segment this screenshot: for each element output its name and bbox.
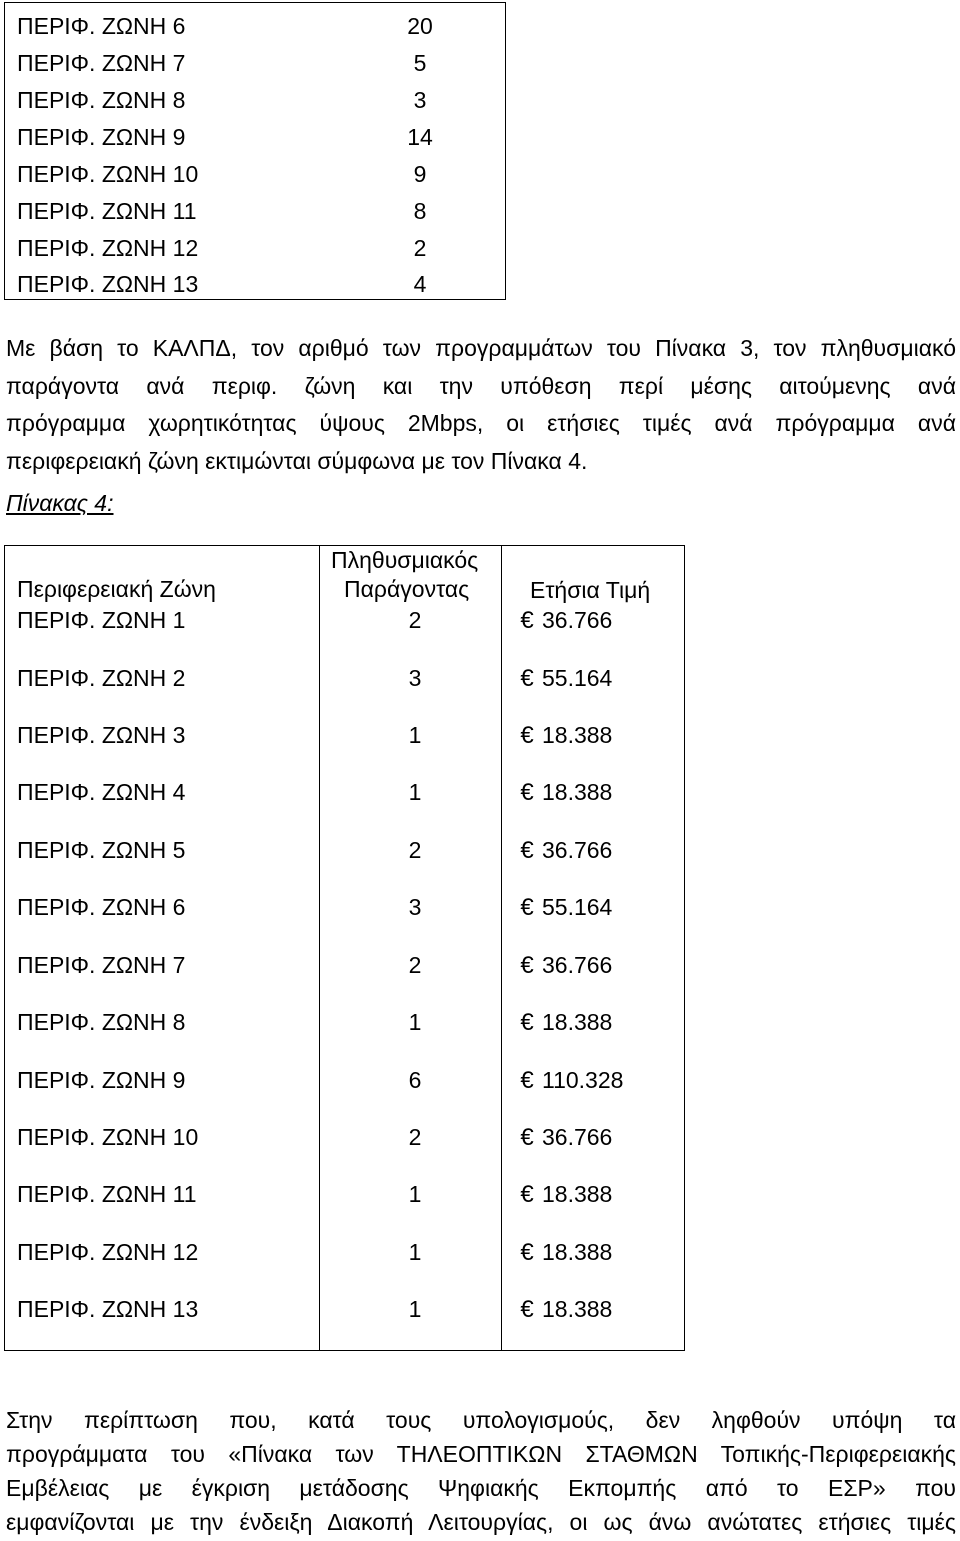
population-factor: 1 [408, 722, 422, 748]
annual-price: 55.164 [542, 665, 613, 691]
population-factor: 2 [408, 607, 422, 633]
zone-program-count-table [4, 2, 506, 300]
program-count: 2 [413, 235, 427, 261]
zone-label: ΠΕΡΙΦ. ΖΩΝΗ 11 [17, 198, 197, 224]
euro-icon: € [520, 722, 534, 749]
table-row [5, 159, 505, 189]
table-row [5, 48, 505, 78]
annual-price: 36.766 [542, 952, 613, 978]
population-factor: 1 [408, 779, 422, 805]
zone-label: ΠΕΡΙΦ. ΖΩΝΗ 4 [17, 779, 186, 805]
zone-label: ΠΕΡΙΦ. ΖΩΝΗ 8 [17, 87, 186, 113]
zone-label: ΠΕΡΙΦ. ΖΩΝΗ 7 [17, 50, 186, 76]
table-row [5, 1007, 684, 1037]
population-factor: 3 [408, 665, 422, 691]
program-count: 14 [407, 124, 433, 150]
paragraph-line: πρόγραμμα χωρητικότητας ύψους 2Mbps, οι ετήσιες τιμές ανά πρόγραμμα ανά [6, 410, 956, 436]
zone-label: ΠΕΡΙΦ. ΖΩΝΗ 10 [17, 1124, 199, 1150]
zone-label: ΠΕΡΙΦ. ΖΩΝΗ 7 [17, 952, 186, 978]
euro-icon: € [520, 1296, 534, 1323]
zone-label: ΠΕΡΙΦ. ΖΩΝΗ 5 [17, 837, 186, 863]
body-paragraph [6, 1403, 956, 1539]
zone-label: ΠΕΡΙΦ. ΖΩΝΗ 6 [17, 13, 186, 39]
paragraph-line: Με βάση το ΚΑΛΠΔ, τον αριθμό των προγραμμάτων του Πίνακα 3, τον πληθυσμιακό [6, 335, 956, 361]
table-row [5, 11, 505, 41]
paragraph-line: περιφερειακή ζώνη εκτιμώνται σύμφωνα με τον Πίνακα 4. [6, 447, 588, 474]
euro-icon: € [520, 894, 534, 921]
program-count: 3 [413, 87, 427, 113]
euro-icon: € [520, 837, 534, 864]
table-row [5, 1237, 684, 1267]
table-row [5, 1294, 684, 1324]
euro-icon: € [520, 1067, 534, 1094]
paragraph-line: παράγοντα ανά περιφ. ζώνη και την υπόθεση περί μέσης αιτούμενης ανά [6, 372, 956, 399]
annual-price: 18.388 [542, 1239, 613, 1265]
population-factor: 1 [408, 1009, 422, 1035]
program-count: 4 [413, 271, 427, 297]
euro-icon: € [520, 607, 534, 634]
header-factor-line1: Πληθυσμιακός [331, 547, 479, 573]
paragraph-line: Στην περίπτωση που, κατά τους υπολογισμούς, δεν ληφθούν υπόψη τα [6, 1407, 956, 1433]
program-count: 5 [413, 50, 427, 76]
annual-price: 110.328 [542, 1067, 624, 1093]
annual-price: 18.388 [542, 1181, 613, 1207]
table-caption: Πίνακας 4: [6, 490, 114, 516]
euro-icon: € [520, 1181, 534, 1208]
zone-label: ΠΕΡΙΦ. ΖΩΝΗ 13 [17, 1296, 199, 1322]
population-factor: 2 [408, 1124, 422, 1150]
population-factor: 1 [408, 1296, 422, 1322]
zone-label: ΠΕΡΙΦ. ΖΩΝΗ 12 [17, 1239, 199, 1265]
annual-price: 36.766 [542, 837, 613, 863]
table-row [5, 720, 684, 750]
table-row [5, 892, 684, 922]
zone-label: ΠΕΡΙΦ. ΖΩΝΗ 9 [17, 124, 186, 150]
euro-icon: € [520, 779, 534, 806]
header-price: Ετήσια Τιμή [530, 577, 651, 603]
euro-icon: € [520, 665, 534, 692]
table-row [5, 835, 684, 865]
zone-label: ΠΕΡΙΦ. ΖΩΝΗ 6 [17, 894, 186, 920]
zone-label: ΠΕΡΙΦ. ΖΩΝΗ 8 [17, 1009, 186, 1035]
annual-price: 18.388 [542, 1296, 613, 1322]
table-row [5, 605, 684, 635]
table-row [5, 122, 505, 152]
zone-label: ΠΕΡΙΦ. ΖΩΝΗ 11 [17, 1181, 197, 1207]
zone-label: ΠΕΡΙΦ. ΖΩΝΗ 10 [17, 161, 199, 187]
table-row [5, 663, 684, 693]
euro-icon: € [520, 1009, 534, 1036]
body-paragraph [6, 330, 956, 480]
paragraph-line: εμφανίζονται με την ένδειξη Διακοπή Λειτουργίας, οι ως άνω ανώτατες ετήσιες τιμές [6, 1509, 956, 1535]
euro-icon: € [520, 952, 534, 979]
table-row [5, 950, 684, 980]
table-row [5, 777, 684, 807]
population-factor: 1 [408, 1181, 422, 1207]
annual-price: 36.766 [542, 1124, 613, 1150]
population-factor: 1 [408, 1239, 422, 1265]
table-row [5, 269, 505, 299]
table-row [5, 196, 505, 226]
population-factor: 2 [408, 952, 422, 978]
population-factor: 2 [408, 837, 422, 863]
table-row [5, 1122, 684, 1152]
euro-icon: € [520, 1124, 534, 1151]
header-zone: Περιφερειακή Ζώνη [17, 576, 216, 602]
population-factor: 3 [408, 894, 422, 920]
table-row [5, 1065, 684, 1095]
population-factor: 6 [408, 1067, 422, 1093]
annual-price: 18.388 [542, 722, 613, 748]
annual-price-table [4, 545, 685, 1351]
table-row [5, 233, 505, 263]
zone-label: ΠΕΡΙΦ. ΖΩΝΗ 1 [17, 607, 186, 633]
annual-price: 18.388 [542, 779, 613, 805]
program-count: 9 [413, 161, 427, 187]
paragraph-line: προγράμματα του «Πίνακα των ΤΗΛΕΟΠΤΙΚΩΝ ΣΤΑΘΜΩΝ Τοπικής-Περιφερειακής [6, 1441, 956, 1467]
zone-label: ΠΕΡΙΦ. ΖΩΝΗ 9 [17, 1067, 186, 1093]
annual-price: 36.766 [542, 607, 613, 633]
zone-label: ΠΕΡΙΦ. ΖΩΝΗ 13 [17, 271, 199, 297]
table-row [5, 1179, 684, 1209]
zone-label: ΠΕΡΙΦ. ΖΩΝΗ 2 [17, 665, 186, 691]
annual-price: 18.388 [542, 1009, 613, 1035]
program-count: 8 [413, 198, 427, 224]
annual-price: 55.164 [542, 894, 613, 920]
header-factor-line2: Παράγοντας [344, 576, 470, 602]
zone-label: ΠΕΡΙΦ. ΖΩΝΗ 3 [17, 722, 186, 748]
paragraph-line: Εμβέλειας με έγκριση μετάδοσης Ψηφιακής Εκπομπής από το ΕΣΡ» που [6, 1475, 956, 1501]
euro-icon: € [520, 1239, 534, 1266]
table-row [5, 85, 505, 115]
program-count: 20 [407, 13, 433, 39]
zone-label: ΠΕΡΙΦ. ΖΩΝΗ 12 [17, 235, 199, 261]
